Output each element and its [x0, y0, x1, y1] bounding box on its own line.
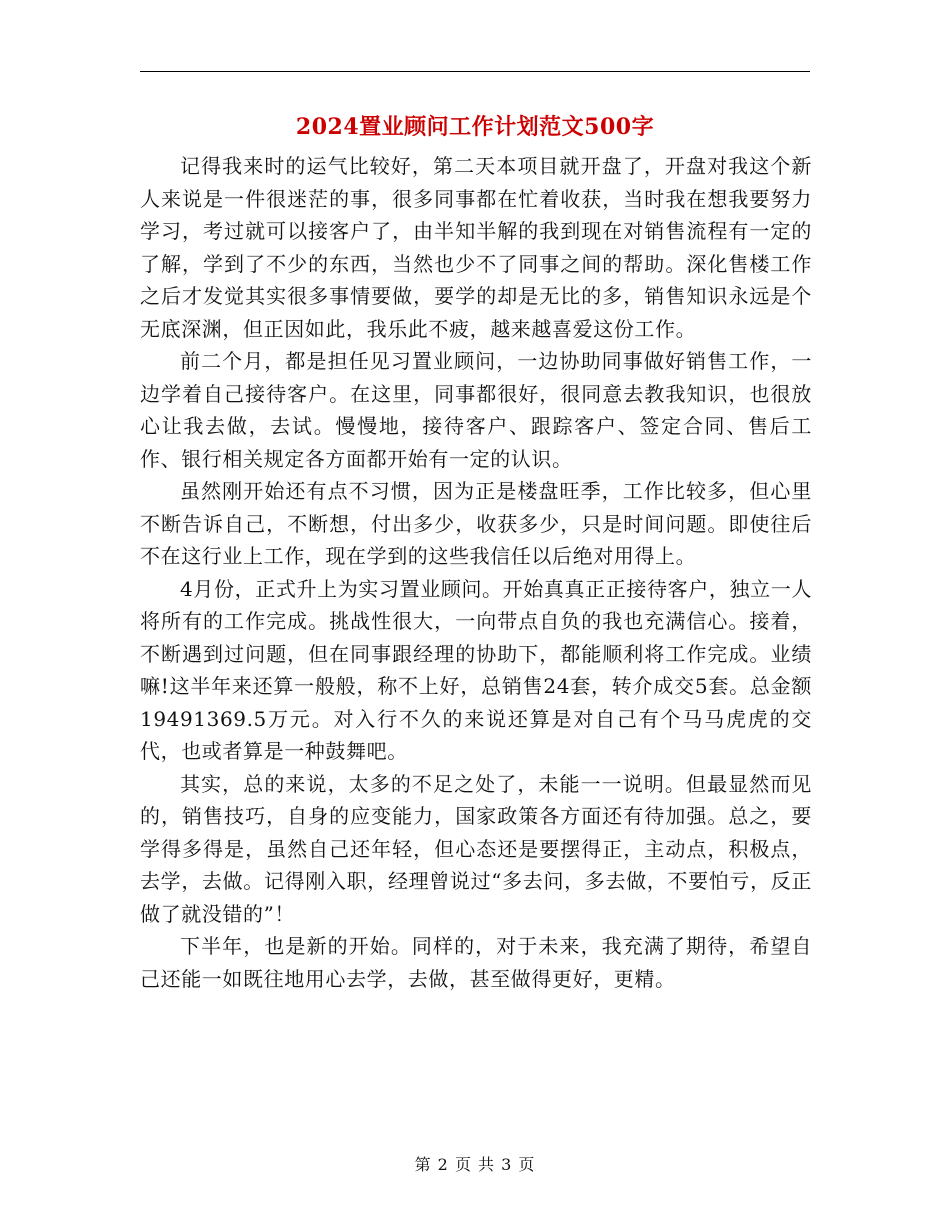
paragraph-1: 记得我来时的运气比较好，第二天本项目就开盘了，开盘对我这个新人来说是一件很迷茫的事，很多同事都在忙着收获，当时我在想我要努力学习，考过就可以接客户了，由半知半解的我到现在对销售流程有一定的了解，学到了不少的东西，当然也少不了同事之间的帮助。深化售楼工作之后才发觉其实很多事情要做，要学的却是无比的多，销售知识永远是个无底深渊，但正因如此，我乐此不疲，越来越喜爱这份工作。	[140, 154, 812, 341]
header-rule	[140, 71, 810, 72]
document-title: 2024置业顾问工作计划范文500字	[295, 114, 655, 140]
paragraph-5: 其实，总的来说，太多的不足之处了，未能一一说明。但最显然而见的，销售技巧，自身的应变能力，国家政策各方面还有待加强。总之，要学得多得是，虽然自己还年轻，但心态还是要摆得正，主动点，积极点，去学，去做。记得刚入职，经理曾说过“多去问，多去做，不要怕亏，反正做了就没错的”！	[140, 771, 812, 926]
paragraph-2: 前二个月，都是担任见习置业顾问，一边协助同事做好销售工作，一边学着自己接待客户。在这里，同事都很好，很同意去教我知识，也很放心让我去做，去试。慢慢地，接待客户、跟踪客户、签定合同、售后工作、银行相关规定各方面都开始有一定的认识。	[140, 349, 812, 471]
page-number: 第 2 页 共 3 页	[414, 1155, 536, 1174]
paragraph-3: 虽然刚开始还有点不习惯，因为正是楼盘旺季，工作比较多，但心里不断告诉自己，不断想，付出多少，收获多少，只是时间问题。即使往后不在这行业上工作，现在学到的这些我信任以后绝对用得上。	[140, 479, 812, 568]
document-body	[140, 150, 812, 995]
paragraph-4: 4月份，正式升上为实习置业顾问。开始真真正正接待客户，独立一人将所有的工作完成。挑战性很大，一向带点自负的我也充满信心。接着，不断遇到过问题，但在同事跟经理的协助下，都能顺利将工作完成。业绩嘛!这半年来还算一般般，称不上好，总销售24套，转介成交5套。总金额19491369.5万元。对入行不久的来说还算是对自己有个马马虎虎的交代，也或者算是一种鼓舞吧。	[140, 576, 812, 763]
paragraph-6: 下半年，也是新的开始。同样的，对于未来，我充满了期待，希望自己还能一如既往地用心去学，去做，甚至做得更好，更精。	[140, 934, 812, 991]
